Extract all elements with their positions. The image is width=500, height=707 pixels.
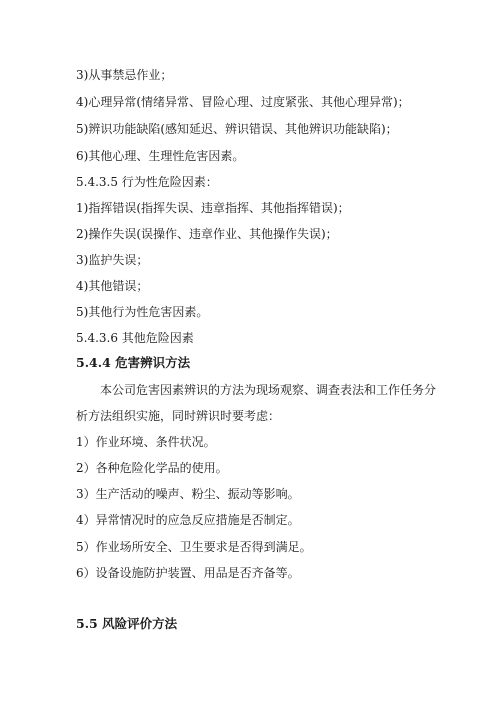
list-item: 4)心理异常(情绪异常、冒险心理、过度紧张、其他心理异常)； <box>76 95 410 109</box>
list-item: 3)从事禁忌作业； <box>76 68 173 82</box>
paragraph-line: 本公司危害因素辨识的方法为现场观察、调查表法和工作任务分 <box>100 383 437 397</box>
paragraph-line: 析方法组织实施，同时辨识时要考虑： <box>76 409 281 423</box>
list-item: 5)其他行为性危害因素。 <box>76 305 209 319</box>
subsection-heading: 5.4.3.5 行为性危险因素： <box>76 175 218 189</box>
list-item: 4)其他错误； <box>76 279 149 293</box>
list-item: 4）异常情况时的应急反应措施是否制定。 <box>76 513 300 527</box>
section-heading-5-4-4: 5.4.4 危害辨识方法 <box>76 355 191 370</box>
subsection-heading: 5.4.3.6 其他危险因素 <box>76 331 194 345</box>
list-item: 5)辨识功能缺陷(感知延迟、辨识错误、其他辨识功能缺陷)； <box>76 122 398 136</box>
list-item: 2)操作失误(误操作、违章作业、其他操作失误)； <box>76 227 338 241</box>
section-heading-5-5: 5.5 风险评价方法 <box>76 616 178 631</box>
list-item: 1)指挥错误(指挥失误、违章指挥、其他指挥错误)； <box>76 201 350 215</box>
list-item: 6)其他心理、生理性危害因素。 <box>76 149 245 163</box>
list-item: 5）作业场所安全、卫生要求是否得到满足。 <box>76 540 312 554</box>
list-item: 3）生产活动的噪声、粉尘、振动等影响。 <box>76 487 300 501</box>
list-item: 3)监护失误； <box>76 253 149 267</box>
list-item: 1）作业环境、条件状况。 <box>76 435 216 449</box>
list-item: 2）各种危险化学品的使用。 <box>76 461 228 475</box>
list-item: 6）设备设施防护装置、用品是否齐备等。 <box>76 566 300 580</box>
